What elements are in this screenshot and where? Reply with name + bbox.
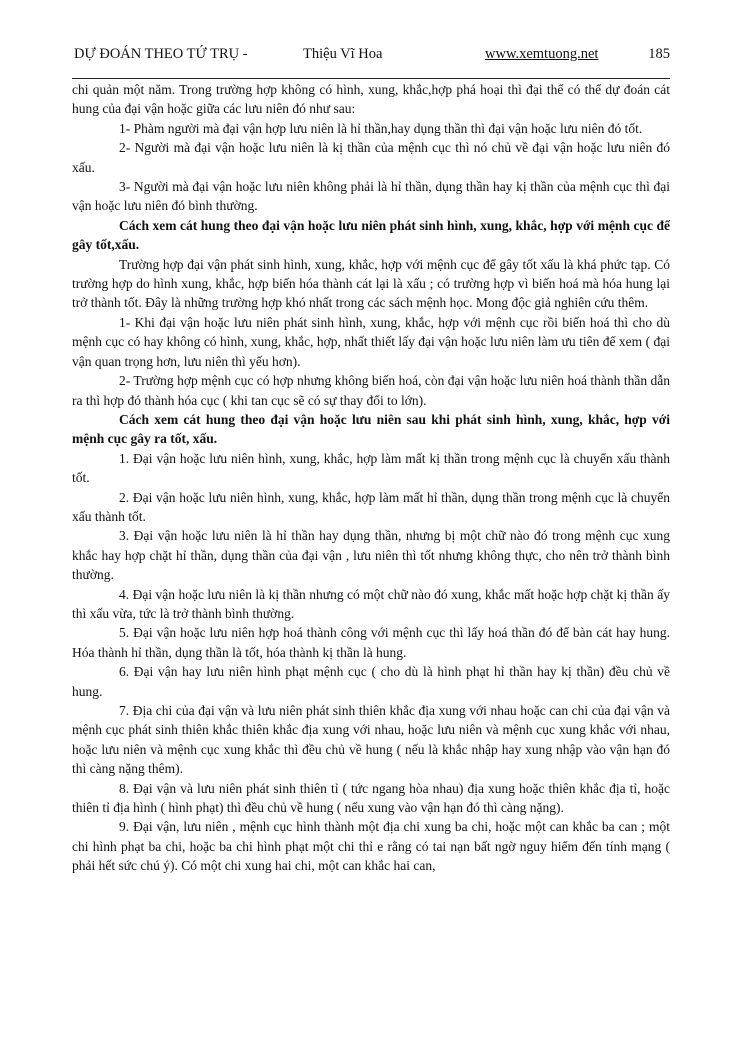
section-heading: Cách xem cát hung theo đại vận hoặc lưu niên sau khi phát sinh hình, xung, khắc, hợp với mệnh cục gây ra tốt, xấu. — [72, 411, 670, 447]
numbered-item: 3. Đại vận hoặc lưu niên là hỉ thần hay dụng thần, nhưng bị một chữ nào đó trong mệnh cục xung khắc hay hợp chặt hỉ thần, dụng thần của đại vận , lưu niên thì tốt nhưng không thực, cho nên trở thành bình thường. — [72, 528, 670, 583]
page-number: 185 — [648, 46, 670, 62]
numbered-item: 4. Đại vận hoặc lưu niên là kị thần nhưng có một chữ nào đó xung, khắc mất hoặc hợp chặt kị thần ấy thì xấu vừa, tức là trở thành bình thường. — [72, 586, 670, 621]
numbered-item: 1. Đại vận hoặc lưu niên hình, xung, khắc, hợp làm mất kị thần trong mệnh cục là chuyển xấu thành tốt. — [72, 450, 670, 486]
list-item: 2- Trường hợp mệnh cục có hợp nhưng không biến hoá, còn đại vận hoặc lưu niên hoá thành thần dẫn ra thì hợp đó thành hóa cục ( khi tan cục sẽ có sự thay đổi to lớn). — [72, 373, 670, 408]
numbered-item: 5. Đại vận hoặc lưu niên hợp hoá thành công với mệnh cục thì lấy hoá thần đó để bàn cát hay hung. Hóa thành hỉ thần, dụng thần là tốt, hóa thành kị thần là hung. — [72, 625, 670, 660]
header-divider — [72, 78, 670, 79]
numbered-item: 7. Địa chi của đại vận và lưu niên phát sinh thiên khắc địa xung với nhau hoặc can chi của đại vận và mệnh cục phát sinh thiên khắc thiên khắc địa xung với nhau, hoặc lưu niên và mệnh cục xung khắc với nhau, hoặc lưu niên và mệnh cục xung khắc thì đều chủ về hung ( nếu là khắc nhập hay xung nhập vào vận hạn đó thì càng nặng thêm). — [72, 703, 670, 777]
numbered-item: 9. Đại vận, lưu niên , mệnh cục hình thành một địa chi xung ba chi, hoặc một can khắc ba can ; một chi hình phạt ba chi, hoặc ba chi hình phạt một chi thỉ e rằng có tai nạn bất ngờ nguy hiểm đến tính mạng ( phải hết sức chú ý). Có một chi xung hai chi, một can khắc hai can, — [72, 819, 670, 874]
paragraph: Trường hợp đại vận phát sinh hình, xung, khắc, hợp với mệnh cục để gây tốt xấu là khá phức tạp. Có trường hợp do hình xung, khắc, hợp biến hóa thành cát lại là xấu ; có trường hợp vì biến hoá mà hóa hung lại trở thành tốt. Đây là những trường hợp khó nhất trong các sách mệnh học. Mong độc giả nghiên cứu thêm. — [72, 256, 670, 311]
section-heading: Cách xem cát hung theo đại vận hoặc lưu niên phát sinh hình, xung, khắc, hợp với mệnh cục để gây tốt,xấu. — [72, 217, 670, 253]
page-body — [72, 80, 670, 876]
numbered-item: 8. Đại vận và lưu niên phát sinh thiên tỉ ( tức ngang hòa nhau) địa xung hoặc thiên khắc địa tỉ, hoặc thiên tỉ địa hình ( hình phạt) thì đều chủ về hung ( nếu xung vào vận hạn đó thì càng nặng). — [72, 780, 670, 816]
list-item: 2- Người mà đại vận hoặc lưu niên là kị thần của mệnh cục thì nó chủ về đại vận hoặc lưu niên đó xấu. — [72, 140, 670, 175]
website-link[interactable]: www.xemtuong.net — [485, 46, 599, 62]
list-item: 1- Khi đại vận hoặc lưu niên phát sinh hình, xung, khắc, hợp với mệnh cục rồi biến hoá thì cho dù mệnh cục có hay không có hình, xung, khắc, hợp, nhất thiết lấy đại vận hoặc lưu niên làm ưu tiên để xem ( đại vận quan trọng hơn, lưu niên thì yếu hơn). — [72, 314, 670, 369]
book-title: DỰ ĐOÁN THEO TỨ TRỤ - — [74, 46, 248, 62]
list-item: 3- Người mà đại vận hoặc lưu niên không phải là hỉ thần, dụng thần hay kị thần của mệnh cục thì đại vận hoặc lưu niên đó bình thường. — [72, 179, 670, 214]
list-item: 1- Phàm người mà đại vận hợp lưu niên là hỉ thần,hay dụng thần thì đại vận hoặc lưu niên đó tốt. — [119, 120, 643, 136]
author-name: Thiệu Vĩ Hoa — [303, 46, 383, 62]
page-header — [74, 46, 670, 66]
numbered-item: 2. Đại vận hoặc lưu niên hình, xung, khắc, hợp làm mất hỉ thần, dụng thần trong mệnh cục là chuyển xấu thành tốt. — [72, 489, 670, 524]
paragraph: chi quản một năm. Trong trường hợp không có hình, xung, khắc,hợp phá hoại thì đại thể có thể dự đoán cát hung của đại vận hoặc giữa các lưu niên đó như sau: — [72, 82, 670, 117]
numbered-item: 6. Đại vận hay lưu niên hình phạt mệnh cục ( cho dù là hình phạt hỉ thần hay kị thần) đều chủ về hung. — [72, 664, 670, 699]
